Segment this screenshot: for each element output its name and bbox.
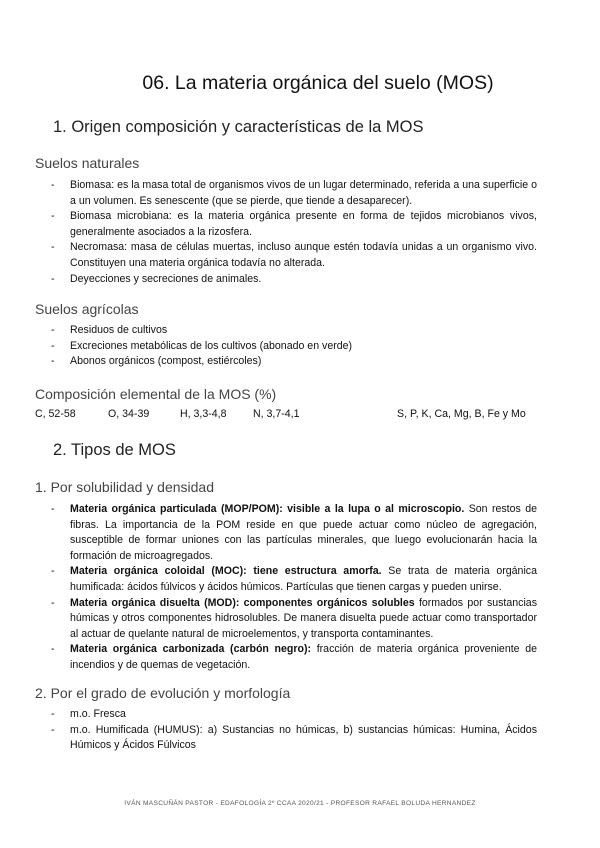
list-item: - m.o. Humificada (HUMUS): a) Sustancias no húmicas, b) sustancias húmicas: Humina, Ácidos Húmicos y Ácidos Fúlvicos (51, 723, 537, 752)
suelos-naturales-list (35, 178, 537, 287)
page-footer: IVÁN MASCUÑÁN PASTOR - EDAFOLOGÍA 2º CCAA 2020/21 - PROFESOR RAFAEL BOLUDA HERNANDEZ (124, 800, 476, 807)
list-item: - Abonos orgánicos (compost, estiércoles) (51, 355, 262, 368)
evolucion-heading: 2. Por el grado de evolución y morfología (35, 685, 291, 701)
list-item: - Residuos de cultivos (51, 324, 168, 336)
composition-hydrogen: H, 3,3-4,8 (180, 408, 227, 420)
composition-carbon: C, 52-58 (35, 408, 76, 420)
suelos-naturales-heading: Suelos naturales (35, 155, 140, 171)
list-item: - m.o. Fresca (51, 708, 126, 720)
list-item: - Necromasa: masa de células muertas, incluso aunque estén todavía unidas a un organismo vivo. Constituyen una materia orgánica todavía no alterada. (51, 241, 537, 269)
list-item: - Biomasa: es la masa total de organismos vivos de un lugar determinado, referida a una superficie o a un volumen. Es senescente (que se pierde, que tiende a desaparecer). (51, 179, 537, 207)
suelos-agricolas-list (35, 323, 537, 370)
section-2-heading: 2. Tipos de MOS (53, 441, 176, 459)
solubilidad-list (35, 502, 537, 674)
list-item: - Materia orgánica carbonizada (carbón negro): fracción de materia orgánica proveniente de incendios y de quemas de vegetación. (51, 643, 537, 671)
list-item: - Materia orgánica coloidal (MOC): tiene estructura amorfa. Se trata de materia orgánica humificada: ácidos fúlvicos y ácidos húmicos. Partículas que tienen cargas y pueden unirse. (51, 565, 537, 593)
list-item: - Materia orgánica disuelta (MOD): componentes orgánicos solubles formados por sustancias húmicas y otros componentes hidrosolubles. De manera disuelta puede actuar como transportador al actuar de quelante natural de microelementos, y transporta contaminantes. (51, 596, 537, 640)
composition-others: S, P, K, Ca, Mg, B, Fe y Mo (397, 408, 526, 420)
solubilidad-heading: 1. Por solubilidad y densidad (35, 479, 215, 495)
composition-nitrogen: N, 3,7-4,1 (253, 408, 300, 420)
page-title: 06. La materia orgánica del suelo (MOS) (142, 72, 494, 94)
list-item: - Materia orgánica particulada (MOP/POM): visible a la lupa o al microscopio. Son restos de fibras. La importancia de la POM reside en que puede actuar como núcleo de agregación, susceptible de formar uniones con las partículas minerales, que luego evolucionarán hacia la formación de microagregados. (51, 503, 537, 562)
list-item: - Excreciones metabólicas de los cultivos (abonado en verde) (51, 339, 353, 352)
composicion-heading: Composición elemental de la MOS (%) (35, 386, 277, 402)
section-1-heading: 1. Origen composición y características de la MOS (53, 118, 424, 136)
evolucion-list (35, 707, 537, 754)
list-item: - Deyecciones y secreciones de animales. (51, 272, 262, 285)
list-item: - Biomasa microbiana: es la materia orgánica presente en forma de tejidos microbianos vivos, generalmente asociados a la rizosfera. (51, 210, 537, 238)
suelos-agricolas-heading: Suelos agrícolas (35, 301, 139, 317)
composition-oxygen: O, 34-39 (108, 408, 150, 420)
